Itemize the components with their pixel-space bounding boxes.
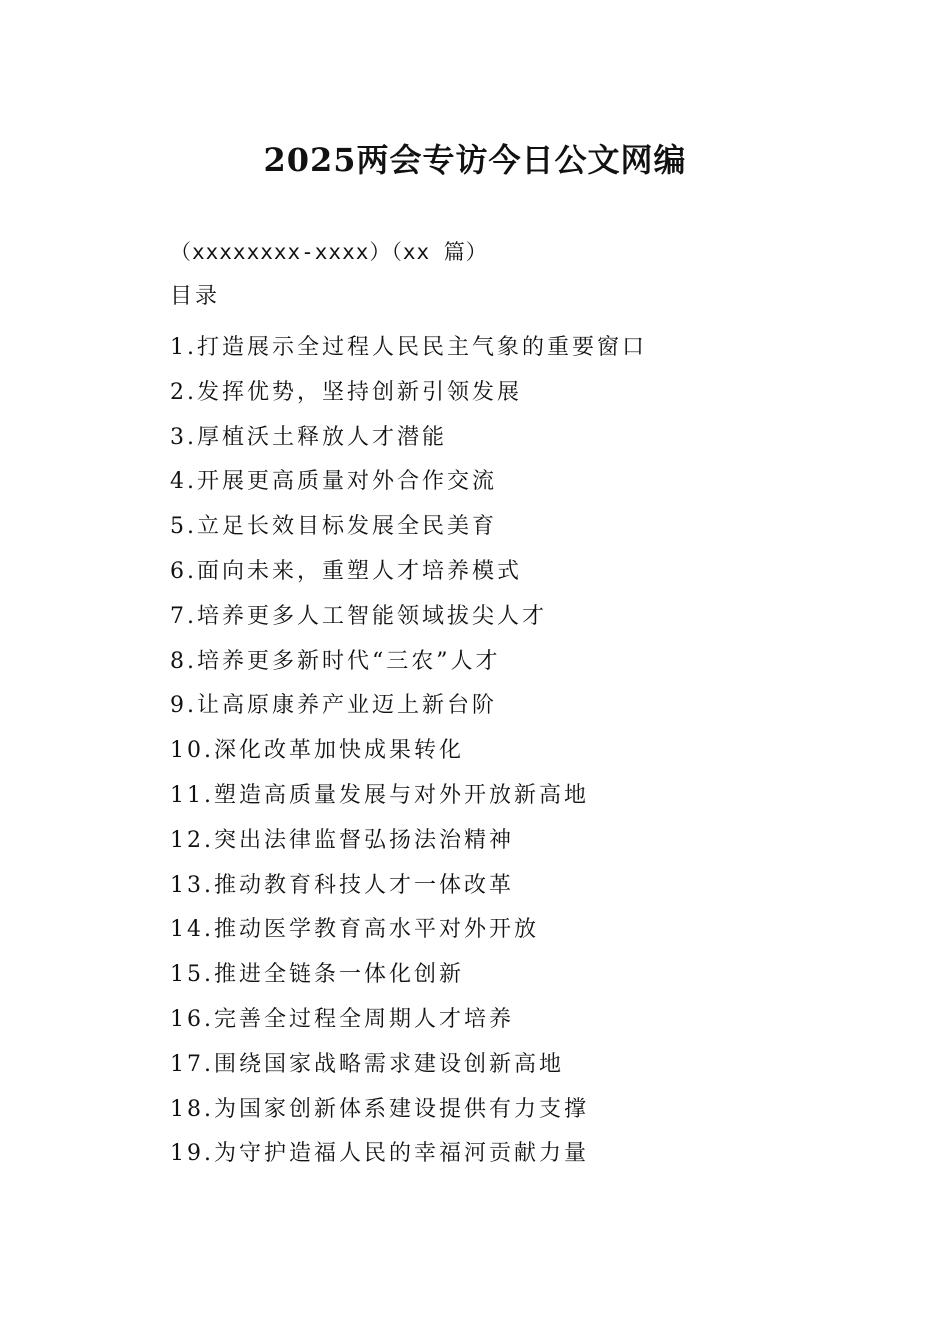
toc-item[interactable]: 7.培养更多人工智能领域拔尖人才 bbox=[170, 603, 547, 629]
toc-item[interactable]: 5.立足长效目标发展全民美育 bbox=[170, 514, 497, 540]
toc-item[interactable]: 13.推动教育科技人才一体改革 bbox=[170, 872, 514, 898]
toc-item[interactable]: 11.塑造高质量发展与对外开放新高地 bbox=[170, 782, 589, 808]
toc-item[interactable]: 17.围绕国家战略需求建设创新高地 bbox=[170, 1051, 564, 1077]
toc-item[interactable]: 8.培养更多新时代“三农”人才 bbox=[170, 648, 501, 674]
toc-item[interactable]: 18.为国家创新体系建设提供有力支撑 bbox=[170, 1096, 589, 1122]
toc-item[interactable]: 10.深化改革加快成果转化 bbox=[170, 738, 464, 764]
document-title: 2025两会专访今日公文网编 bbox=[263, 141, 687, 179]
toc-item[interactable]: 16.完善全过程全周期人才培养 bbox=[170, 1006, 514, 1032]
toc-list bbox=[170, 326, 647, 1177]
document-meta: （xxxxxxxx-xxxx）（xx 篇） bbox=[170, 240, 488, 264]
toc-item[interactable]: 4.开展更高质量对外合作交流 bbox=[170, 469, 497, 495]
toc-item[interactable]: 1.打造展示全过程人民民主气象的重要窗口 bbox=[170, 335, 647, 360]
toc-item[interactable]: 3.厚植沃土释放人才潜能 bbox=[170, 424, 447, 450]
toc-item[interactable]: 19.为守护造福人民的幸福河贡献力量 bbox=[170, 1141, 589, 1167]
toc-item[interactable]: 6.面向未来，重塑人才培养模式 bbox=[170, 558, 522, 584]
toc-item[interactable]: 9.让高原康养产业迈上新台阶 bbox=[170, 693, 497, 719]
toc-item[interactable]: 12.突出法律监督弘扬法治精神 bbox=[170, 827, 514, 853]
toc-heading: 目录 bbox=[170, 284, 221, 309]
toc-item[interactable]: 14.推动医学教育高水平对外开放 bbox=[170, 917, 539, 943]
toc-item[interactable]: 2.发挥优势，坚持创新引领发展 bbox=[170, 379, 522, 405]
toc-item[interactable]: 15.推进全链条一体化创新 bbox=[170, 962, 464, 988]
